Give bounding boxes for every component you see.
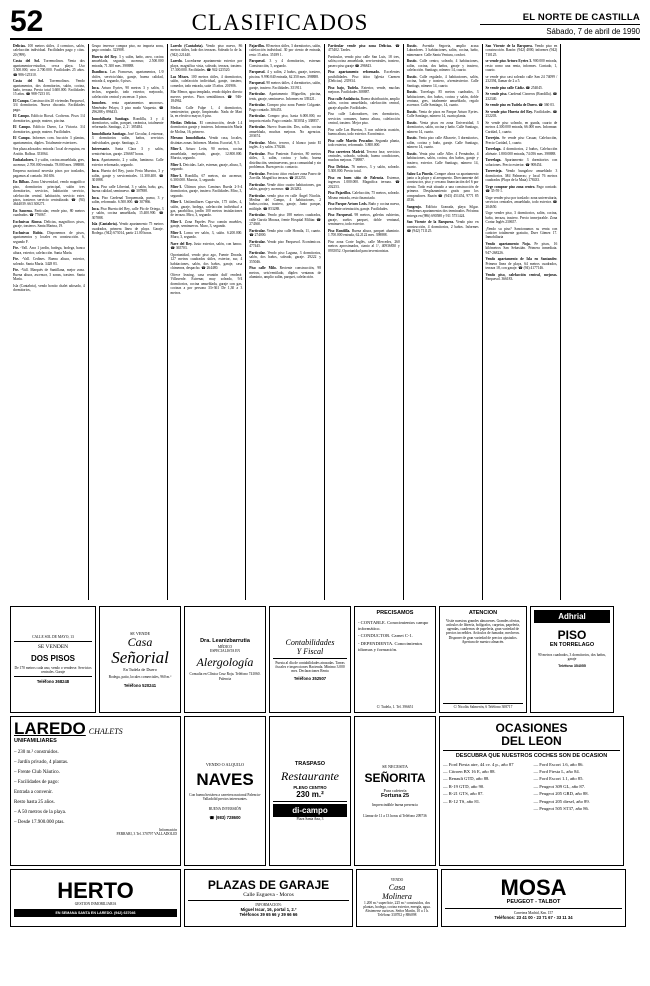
ad-phone[interactable]: Teléfono 368248: [36, 679, 70, 685]
ad-feature: – Frente Club Náutico.: [14, 769, 60, 775]
classified-ad: Isla (Cantabria), vendo bonito chalet adosado, 4 dormitorios,: [13, 283, 85, 293]
ad-senorita[interactable]: [354, 716, 436, 866]
classified-ad: Sea plaza adosados: entrada / local de esquina, en Arsitín. Balboa. 353064.: [13, 147, 85, 156]
classified-ad: Particular. Vendo piso Laguna, 3 dormitorios, salón, dos baños, soleado, garaje. 29222 y 355046.: [249, 250, 321, 264]
ad-row-3: [10, 869, 640, 927]
classified-ad: Vendo piso, calefacción central, mejoras. Parquesol. 366183.: [485, 272, 558, 282]
classified-ad: se vende piso Arturo Eyries 3. 900.000 entrada, resto como una renta, informes. Contado, 1, cuarto.: [485, 59, 558, 73]
ad-kicker: SE NECESITA: [382, 763, 408, 769]
ad-title-senorial: Señorial: [111, 647, 169, 667]
ad-info-label: Información: [159, 827, 177, 832]
classified-ad: Salou-La Pineda. Compre ahora su apartamento junto a la playa y al aeropuerto. Directamente del constructor, piso y cercana financiación del 6 por ciento. Todo está situado a una construcción de primera. Desplazamiento gratis para los compradores. Razón ☎ (943) 451454, 9771 85 4536.: [406, 171, 479, 203]
classified-ad: Costa del Sol. Torremolinos. Venta dos apartamentos-estudios, cerca playa. Uso 3.500.000, otro 2.700.000. Facilidades 25 años. ☎ 986-125310.: [13, 59, 85, 77]
ad-body: Bodega, patio, locales comerciales, 960 m.²: [108, 674, 172, 679]
classified-ad: Vendo apartamento Noja. Pe pisos, 16 kilómetros San Sebastián. Primera inmediata. 947-268226.: [485, 242, 558, 255]
ad-subtitle: GESTION INMOBILIARIA: [74, 901, 117, 906]
classified-ad: Rustic. Venta piso calle Albacete, 3 dormitorios, salón, cocina y baño, garaje. Calle Santiago, número 14, cuarto.: [406, 136, 479, 150]
classified-ad: Empresa nacional necesita pisos por traslados, pagamos al contado. 361656.: [13, 169, 85, 178]
ad-body: 90 metros cuadrados, 3 dormitorios, dos baños, garaje: [538, 652, 606, 661]
classified-ad: Inca. Huerta del Rey, junto Feria Muestra, 3 y salón, garaje y servicentrales. 11.300.400. ☎ 301888.: [91, 169, 164, 183]
classified-ad: Particular. Vende ático cuatro habitaciones, gas salón, garaje y ascensor. ☎ 263282.: [249, 182, 321, 192]
ad-footer: Abstenerse curiosos. Señor Martín, 10 a 1 h. Teléfono 330702 y 886098: [365, 909, 429, 918]
classified-column: [325, 44, 404, 600]
ad-adhrial-piso[interactable]: [530, 606, 614, 713]
classified-ad: Particular. Compro piso, hasta 6.000.000, no importa estado. Pago contado. 303034 y 338857.: [249, 114, 321, 123]
classified-ad: Inca. Piso Huerta del Rey, calle Pío de Ortega, 3 y salón, cocina amueblada, 15.400.900. ☎ 307888.: [91, 206, 164, 220]
ad-title-line2: DEL LEON: [501, 734, 562, 748]
ad-footer: Plaza Santa Ana, 3: [296, 816, 324, 821]
ad-row-2: [10, 716, 640, 866]
ad-phone[interactable]: Teléfono 352507: [293, 676, 327, 682]
classified-ad: En Bilbao. Zona Universidad, vendo magnífico piso, dormitorios principal, salón tres dormitorios, servicios, habitación servicio, calefacción central. habitación, servicio exter. pisos, trasteros servicio centralizado. ☎ (94) 4644039. 663 300271.: [13, 180, 85, 207]
ad-subtitle: Calle Esguevа - Moros: [243, 891, 294, 898]
paper-date: Sábado, 7 de abril de 1990: [546, 27, 640, 36]
ad-feature: – 230 m.² construidos.: [14, 749, 59, 755]
classified-ad: Inca. Piso Cardenal Torquemada, pumo, 3 y salón, reformado. 6.500.000. ☎ 307866.: [91, 195, 164, 205]
classified-ad: Las Misses. 100 metros útiles, 4 dormitorios, salón, calefacción individual, garaje, trastero, comedor, todo entrada, suite 15 años. 201906.: [170, 74, 243, 88]
classified-ad: Rustic. Torrelago. 85 metros cuadrados, 3 habitaciones, dos baños, cocina y salón, doble ventana, gres, totalmente amueblado, regalo ascensor. Calle Santiago, 14, cuarto.: [406, 90, 479, 108]
classified-ad: Torrevieja. Vendo bungalow amueblado 3 dormitorios. Mil Palmeras; y local 76 metros cuadrados (Playa de la Mata) 178433.: [485, 169, 558, 183]
classified-ad: Particular. Vendo piso calle Homila, 11, cuarto. ☎ 274000.: [249, 228, 321, 238]
classified-ad: Parquesol. 90 metros útiles, 4 dormitorios, salón, garaje, trastero. Facilidades. 351911.: [249, 81, 321, 90]
classified-ad: Mar Menor, agua templada, vendo dúplex directo nuevos previos. Pisos semiúltimos. ☎ 946-184962.: [170, 90, 243, 104]
classified-ad: Rustic. Calle regalado, 4 habitaciones, salón, cocina, baño y trastero, a/semiexterior. Calle Santiago, número 14, cuarto.: [406, 74, 479, 88]
ad-phone[interactable]: ☎ (983) 728600: [209, 815, 241, 821]
ad-title-chalets: CHALETS: [88, 727, 123, 736]
ad-address: Miguel Iscar, 16, portal 1, 2.º: [240, 907, 297, 913]
classified-ad: ¡Vendo su piso? Sancionamos su venta con carácter totalmente gratuito, Duer Gómez 17. Inmobiliaria: [485, 226, 558, 240]
classified-ad: Piso Parquesol. 98 metros, galerías cubiertas, garaje, suelos parquet, doble ventanal, seminuevo, todo exterior.: [328, 213, 400, 227]
ad-brand: di-campo: [273, 804, 347, 817]
classified-ad: Urge comprar piso zona centro. Pago contado. ☎ 35-59 1.: [485, 184, 558, 194]
ad-body: 1.200 m.² superficie, 225 m.² construidos, dos plantas, bodega, cocina exterior, energía, agua.: [363, 900, 431, 909]
classified-ad: Inmoben. renta apartamentos amorosos. Menéndez Pelayo, 3 piso modo Vaquesto. ☎ 296288 y 896433.: [91, 101, 164, 115]
ad-sub1: Para cafetería: [383, 787, 407, 793]
ad-car-item: — Peugeot 205 GRD, año 88.: [533, 791, 589, 797]
classified-ad: Ibanfinca. Las Francesas, apartamentos, 1/0 chifes, servicio/dato, garaje, buena calidad, entrada 4, segundo, 6 pisos.: [91, 70, 164, 84]
ad-atencion[interactable]: [439, 606, 527, 713]
classified-ad: Miro-3. Loma ver salón, 3, salón. 6.200.000. Muro, 3, segundo.: [170, 231, 243, 240]
ad-kicker: TRASPASO: [294, 761, 326, 768]
ad-title-line2: Y Fiscal: [296, 646, 324, 656]
classified-ad: Miro-3. Zona Papeles Piso común muebles, garaje, seminuevos. Muro, 3, segundo.: [170, 220, 243, 229]
classified-ad: Particular. Mirto, tercero, 4 blanco junto El inglés. 4 y salón. 370246.: [249, 140, 321, 150]
ad-car-item: — Ford Escort 1.1, año 85.: [533, 776, 584, 782]
ad-contabilidades[interactable]: [269, 606, 351, 713]
ad-footer: C/ Nicolás Salmerón, 6 Teléfono 308717: [443, 703, 523, 709]
classified-ad: Inca. Arturo Eyries, 90 metros 3 y salón, 3 techos, segundo, todo exterior, mejorado, calefacción central y ascensor. 5 pisos.: [91, 85, 164, 99]
classified-ad: Isla (Cantabria). Vendo apartamento 75 metros cuadrados, primera línea de playa. Garaje. Bodega. (942) 673014, partir 21.00 horas.: [91, 222, 164, 236]
classified-ad: Medias Delicias. El construcción, desde 1.4 dormitorios garaje y trasteros. Información María de Molina, 16, primero.: [170, 121, 243, 134]
classified-ad: Piso calle Martín Pescador. Segunda planta, todo exterior, reformado. 5.800.000.: [328, 138, 400, 148]
classified-ad: Piso carretera Madrid. Tercera fase, servicios centrales, soleado, soleado, buena condiciones, muchas mejoras. 738887.: [328, 149, 400, 163]
ad-title: DOS PISOS: [30, 653, 75, 663]
classified-ad: Torrelaga. 4 dormitorios, 2 baños, Calefacción aliénate. 1.800.000 entrada, 74.056 mes. 398888.: [485, 147, 558, 156]
classified-ad: Delicias. 100 metros útiles, 4 cormicos, salón, calefacción individual. Facilidades pago y citas. 20 (999).: [13, 44, 85, 57]
classified-ad: Piso Delicias. 76 metros, 3 y salón, soleado. 5.300.000. Precio total.: [328, 165, 400, 174]
classified-ad: Rustic. Calle centro, soleado, 4 habitaciones, salón, cocina, dos baños, garaje y trastero, calefacción. Santiago, número 14, cuarto.: [406, 59, 479, 73]
ad-car-item: — Peugeot 205 diesel, año 89.: [533, 798, 590, 804]
ad-location: En Tudela de Duero: [123, 666, 157, 672]
ad-job-item: - CONTABLE. Conocimientos campo informático.: [358, 619, 429, 631]
ad-body: De 170 metros cada uno, vendo o venderse. Servicios centrales. Garaje: [14, 665, 92, 674]
classified-ad: Inca. Apartamento, 2 y salón, luminoso. Calle exterior reformado, segundo.: [91, 158, 164, 167]
ad-car-item: — R-21 GTS, año 87.: [443, 791, 484, 797]
classified-ad: Pajarillos. 80 metros útiles, 3 dormitorios, salón, calefacción individual. 30 por ciento de entrada, resto 15 años. 35189 1.: [249, 44, 321, 57]
ad-title: Alergología: [196, 655, 254, 670]
classified-ad: Particular. Vendo piso 188 metros cuadrados, calle García Moraza, frente Hospital Militar. ☎ 274360.: [249, 213, 321, 227]
ad-title: PRECISAMOS: [376, 610, 414, 616]
classified-ad: Particular. Apartamento Miguelón, piscina, tenis, garaje, seminuevo. Informes en 339221.: [249, 92, 321, 101]
classified-ad: Se vende piso. Cardenal Cisneros (Rondilla). ☎ 232340.: [485, 92, 558, 101]
ad-phone[interactable]: Teléfonos: 23 41 00 - 23 71 67 - 33 11 34: [494, 914, 573, 920]
ad-sub2: Fortuna 25: [380, 792, 410, 799]
ad-casa-molinera[interactable]: [356, 869, 438, 927]
ad-feature: Entrada a convenir.: [14, 789, 53, 795]
ad-plazas-garaje[interactable]: [184, 869, 353, 927]
classified-ad: San Vicente de la Barquera. Vendo piso en construcción. Razón: (942) 4000, informes (942) 710125.: [485, 44, 558, 57]
classified-ad: Parquesol. 4 y salón, 2 baños, garaje, trastero, piscina. 9.990.040 entrada, 62.350 mes. 398888.: [249, 70, 321, 79]
classified-ad: Particular. vendo piso en calle Ángel Nicolás. Medina del Campo, 4 habitaciones, 2 baños,cocina, trastero, garaje, Junto parque, múltiple. ☎ 853288.: [249, 193, 321, 211]
classified-ad: Grupo inversor compra piso, no importa zona, pago contado. 323908.: [91, 44, 164, 53]
classified-columns: [10, 44, 640, 600]
classified-ad: Piso Parque Arturo Leds. Baño y cocina nueva, excelente orientación, garaje. Facilidades.: [328, 202, 400, 211]
ad-title: ATENCION: [468, 610, 498, 616]
classified-ad: Torrelaga. Apartamento 3 dormitorios con soluciones. Precio exterior. ☎ 908454.: [485, 158, 558, 167]
ad-body: Imprescindible buena presencia: [372, 803, 418, 808]
ad-car-item: — Peugeot 505 ST37, año 86.: [533, 805, 590, 811]
ad-naves[interactable]: [184, 716, 266, 866]
ad-calle-sol-mayo[interactable]: [10, 606, 96, 713]
classified-column: [168, 44, 247, 600]
classified-ad: Torrejón. Se vende piso Casuar, Calefacción, Precio Caridad, 1, cuarto.: [485, 136, 558, 145]
classified-ad: Rustic. Venta pisos en zona Universidad, 3 dormitorios, salón, cocina y baño. Calle Santiago, número 14, cuarto.: [406, 121, 479, 134]
classified-ad: Particular. Precioso ático enclave zona Paseo de Zorrilla. Magnífica terraza. ☎ 202253.: [249, 171, 321, 181]
classified-ad: Piso Rondilla. Buena altura, parquet aluminio. 1.700.000 entrada, 62.2122 mes. 398888.: [328, 228, 400, 238]
ad-car-item: — Renault GTD, año 88.: [443, 776, 490, 782]
ad-title-line1: Contabilidades: [285, 637, 335, 647]
paper-name: EL NORTE DE CASTILLA: [522, 12, 640, 23]
classified-ad: Piso Pajarillos. Calefacción, 75 metros, soleado. Mismo entrada, resto financiado.: [328, 191, 400, 200]
ad-car-item: — Ford Fiesta aire, 44 cv. 4 p., año 87: [443, 761, 514, 767]
classified-ad: Piso zona Corte Inglés, calle Mercedes, 260 metros aproximados, cianio al 1º, 40936830 y 0935052. Oportunidad para inversionistas.: [328, 239, 400, 253]
ad-label: BUENA INVERSIÓN: [208, 807, 242, 812]
ad-info-address: FERRARI, 3 Tel. 370797 VALLADOLID: [116, 831, 177, 836]
classified-ad: Fte. -Vall. Cedines. Buena altura, exterior, soleado. Santa María. 3428 83.: [13, 257, 85, 266]
ad-body: Puesta al día de contabilidades atrasadas. Tareas fiscales e inspecciones Hacienda. Mínimo 3.000 mes. Declaraciones Renta: [275, 660, 345, 674]
classified-ad: Costa del Sol. Torremolinos. Vendo apartamentos, dos dormitorios, salón, cocina, baño, terraza. Precio total 3.600.000. Facilidades 15 años. ☎ 988-7253 03.: [13, 79, 85, 97]
ad-title: MOSA: [500, 875, 567, 901]
classified-ad: Laredo. Lucedarme apartamento exterior por playa, magnífica vista, soleado, terraza, trastero. 17.300.000. Facilidades. ☎ 942-225520.: [170, 59, 243, 73]
ad-feature: Resto hasta 25 años.: [14, 799, 55, 805]
ad-body: Con buena hectárea a carretera nacional Palencia-Valladolid precios interesantes.: [189, 792, 261, 801]
classified-column: [561, 44, 640, 600]
page-number: 52: [10, 5, 44, 38]
classified-ad: Particular. Vendo piso Parquesol. Económicos. 477445.: [249, 239, 321, 249]
ad-car-item: — R-19 GTD, año 90.: [443, 783, 485, 789]
classified-ad: Particular, vendo piso calle San Luis, 18 tres, salón,cocina amueblada, servicentrales, trastero, pasero piso garaje ☎ 296843.: [328, 55, 400, 68]
classified-ad: Inmobiliaria Santiago. José Circular, 4 estrenar, 3 dormitorios salón, baños, servicios individuales, garaje. Santiago, 2.: [91, 132, 164, 145]
classified-ad: Sangenjo. Edificio Granada, playa Silgar. Vendemos apartamentos dos terminados. Próxima entrega en (986) 690588 y 911 5751424.: [406, 204, 479, 218]
classified-ad: Inca. Piso calle Libertad, 3 y salón, baño, gas, buena calidad, seminuevo. ☎ 307888.: [91, 184, 164, 194]
ad-car-item: — Peugeot 309 GL, año 87.: [533, 783, 586, 789]
masthead-divider: [480, 24, 640, 25]
ad-title: PLAZAS DE GARAJE: [207, 877, 330, 892]
ad-info-label: INFORMACION:: [255, 903, 282, 908]
classified-column: [89, 44, 168, 600]
classified-ad: Huerta del Rey. 3 y salón, baño, aseo, cocina amueblada, segundo, ascensor, 2.500.000 entrada, 71.300 mes. 398888.: [91, 55, 164, 68]
classified-ad: Nave del Rey. Justo exterior, salón, con banco. ☎ 365703.: [170, 242, 243, 251]
classified-ad: Piso bajo, Tudela. Exterior, vende, muchas mejoras. Facilidades 308887.: [328, 85, 400, 95]
classified-ad: En Saucena. Particular, vende piso, 80 metros cuadrados. ☎ 776067.: [13, 209, 85, 218]
classified-ad: Medias Calle Falpe 1, 4 dormitorios, semiexterior, garaje, limpiezaño. Nada de Mari la, en efectivo mayor, 6 piso.: [170, 105, 243, 119]
classified-ad: Laredo (Cantabria). Vendo piso nuevo, 86 metros útiles, lado dos terrazas. Soleado lo de la. (942) 221440.: [170, 44, 243, 57]
ad-phone[interactable]: Llamar de 11 a 13 horas al Teléfono 209736: [363, 813, 427, 818]
classified-ad: Merano Inmobiliaria. Vendo casa, locales, distintas zonas. Informes. Marina. Escorial, 9, 5.: [170, 136, 243, 145]
classified-ad: Piso apartamento reformado. Excelentes posibilidades. Piso útico Iglesia Carmen (Delicias). 235934.: [328, 70, 400, 84]
classified-ad: Se vende piso Huerta del Rey. Facilidades. ☎ 252203.: [485, 110, 558, 119]
classified-ad: Piso calle Laboradores, tres dormitorios, servicios comunes, buena altura, calefacción central, trastero. Mejor piso.: [328, 112, 400, 126]
classified-ad: Inmobiliaria Santiago. Rondilla, 3 y 4 dormitorios, salón, parquet, cerámica, totalmente reformado. Santiago, 2, 2º. 385484.: [91, 116, 164, 130]
ad-subtitle: PLENO CENTRO: [293, 784, 327, 790]
ad-body: Consulta en Clínica Cruz Roja. Teléfono 741060. Palencia: [189, 672, 261, 681]
ad-traspaso-restaurante[interactable]: [269, 716, 351, 866]
classified-ad: Urge vender piso, 3 dormitorios, salón, cocina, baño, terraza, trastero. Precio inmejorable. Zona Cortar Inglés 230657.: [485, 211, 558, 225]
classified-ad: Particular. Piso Poniente. Exterior, 80 metros útiles, 3, salón, cocina y baño, buena distribución, seminueveras, poca comunidad y sin problemas. Buen precio. contacto.: [249, 151, 322, 170]
classified-ad: Exclusivas Alonso. Delicias, magníficos pisos, garaje, trasteros. Santa Marina, 19.: [13, 220, 85, 229]
masthead: [10, 5, 640, 40]
ad-doctor-name: Dra. Leanizbarrutia: [200, 638, 250, 645]
ad-phone[interactable]: Teléfono 354055: [558, 664, 586, 669]
ad-title-line1: OCASIONES: [495, 721, 568, 735]
classified-ad: Vendo apartamento de Isla en Santander. Primera línea de playa, 64 metros cuadrados, terraza 18, con garaje. ☎ (94) 4177146.: [485, 257, 558, 271]
classified-column: [483, 44, 562, 600]
classified-ad: El Campo. Edificio Duero, La Victoria. 3/4 dormitorios, garaje, matero. Facilidades.: [13, 125, 85, 134]
ad-subtitle: PEUGEOT - TALBOT: [506, 899, 561, 906]
display-ads: [10, 606, 640, 927]
ad-title: PISO: [557, 628, 587, 642]
ad-footer: EN SEMANA SANTA EN LAREDO. (942) 637046: [14, 909, 177, 917]
classified-ad: El Campo. Informes com. bucción 3 plantas, apartamentos, dúplex. Totalmente exteriores.: [13, 136, 85, 145]
ad-address: Carretera Madrid, Km. 157: [513, 910, 554, 915]
classified-ad: Miro-3. Unifamiliares Capa-són, 175 útiles, 4, salón, garaje, bodega, calefacción individual a gas, parabólica, jardín 100 metros instalaciones de terraza. Miro, 3, segundo.: [170, 200, 243, 218]
ad-car-item: — R-12 TS, año 81.: [443, 798, 481, 804]
classified-ad: Se vende piso soleado, en gunda, cuarto de metros 4.300.000 entrada, 66.000 mes. Informan: Caridad, 1, cuarto.: [485, 121, 558, 134]
ad-title-laredo: LAREDO: [14, 719, 86, 738]
ad-car-item: — Ford Escort 1.6, año 86.: [533, 761, 584, 767]
classified-ad: Miro-3. Deicidas. Lafe, estrenar, garaje, altura, 5, segundo.: [170, 162, 243, 172]
ad-title-casa: Casa: [127, 634, 153, 649]
ad-kicker: SE VENDE: [129, 630, 151, 636]
ad-mosa[interactable]: [441, 869, 626, 927]
classified-ad: Ofrece leasing, casa reunión duff renderá: Villaverde. Estrenar, muy soleado, 9/4 dormitorios, cocina amueblada, garaje con gas, cocinas a por persona 33+361 De 1,30 a 3 metros.: [170, 272, 243, 295]
classified-column: [404, 44, 483, 600]
ad-job-item: - DEPENDIENTA. Conocimientos idiomas y formación.: [358, 640, 423, 653]
classified-ad: Embaladores. 3 y salón, cocina amueblada, gres, ascensor, 2.700.000 entrada. 78.000 mes. 398888.: [13, 158, 85, 167]
ad-title: SEÑORITA: [364, 770, 426, 785]
classified-ad: Rustic. Venta de pisos en Parque Arturo Eyries. Calle Santiago, número 14, cuarta planta.: [406, 110, 479, 119]
classified-ad: Se vende piso en Tudela de Duero. ☎ 360 03.: [485, 103, 555, 108]
section-title: CLASIFICADOS: [191, 10, 369, 35]
classified-ad: Urge vender piso por traslado: zona universitaria, servicios centrales, amueblado, todo exterior. ☎ 204650.: [485, 195, 558, 209]
classified-ad: Parquesol. 3 y 4 dormitorios, estrenar. Construcción, 5, segundo.: [249, 59, 321, 68]
classified-ad: Miro-3. Rondilla, 67 metros, sin ascensor, 6.300.000. Murcia, 3, segundo.: [170, 173, 243, 183]
classified-ad: Piso calle Las Huertas, 3 con cubierta ocasión, buena altura, todo exterior. Económico.: [328, 127, 400, 137]
classified-ad: Rustic. Avenida Segovia, amplio acasa Labradores. 3 habitaciones, salón, cocina, baño, mimenarre. Calle Santa Ventura, confort.: [406, 44, 479, 57]
ad-title: NAVES: [196, 769, 254, 789]
ad-car-item: — Ford Fiesta L, año 84.: [533, 768, 580, 774]
ad-laredo-chalets[interactable]: [10, 716, 181, 866]
ad-brand: Adhrial: [534, 610, 610, 623]
classified-ad: El Campo. Edificio Riosol. Cocheras. Pisos 1/4 dormitorios, garaje, matero, piscina.: [13, 114, 85, 123]
ad-feature: – A 50 metros de la playa.: [14, 809, 67, 815]
classified-ad: El Campo. Construcción 20 viviendas Parquesol, 3/4 dormitorios. Nueva disconía. Facilidades pago.: [13, 99, 85, 112]
classified-ad: se vende piso casi soleado calle San 24 74099 / 232394, llamar de 2 a 5.: [485, 74, 558, 84]
ad-area: 230 m.²: [296, 789, 324, 799]
classified-ad: Piso calle Milo. Reciente construcción, 98 metros, seis/ventilado, dúplex ventanas de aluminio, amplio salón, parquet, calefacción.: [249, 266, 321, 280]
ad-specialty-label: MÉDICO: [217, 644, 233, 649]
ad-title-line1: Casa: [388, 882, 406, 892]
ad-body: Visite nuestras grandes almacenes. Grandes ofertas, artículos de librería, bolígrafos, carpetas, papelería, agendas, cuadernos de papelería, gran variedad de precios increíbles. Artículos de fumador, mecheros. Disponer de gran variedad de precios ajustados. Apertura de nuestro almacén.: [445, 618, 521, 644]
classified-ad: Exclusivas Rubio. Disponemos de pisos, apartamentos y locales en construcción. 6, segundo F.: [13, 231, 85, 244]
classified-ad: Particular. Nuevo Asunción. Dos, salón, cocina amueblada, muchas mejoras. No agencias. 203674.: [249, 125, 321, 139]
classified-ad: Miro-3. Arturo León, 90 metros, cocina amueblada, mejorado, garaje, 12.800.000. Murcia, segundo.: [170, 147, 243, 161]
ad-feature: – Desde 17.900.000 ptas.: [14, 819, 65, 825]
classified-ad: Miro-3. Últimos pisos Caminos Rueda 2-3-4 dormitorios, garaje, trastero. Facilidades. Miro, 3, segundo.: [170, 184, 243, 198]
ad-address: CALLE SOL DE MAYO, 13: [32, 634, 74, 639]
ad-kicker: VENDO: [390, 878, 404, 883]
classified-ad: Interesante. Santa Clara 3 y salón, semicéntricas, garaje. 256667 horas.: [91, 147, 164, 156]
classified-ad: San Vicente de la Barquera. Vendo piso en construcción, 4 dormitorios, 2 baños. Informes ☎ (942) 711125.: [406, 220, 479, 233]
ad-title: Restaurante: [281, 768, 339, 783]
ad-title-line2: Molinera: [382, 891, 412, 901]
ad-car-item: — Citroen BX 16 E, año 88.: [443, 768, 496, 774]
ad-herto[interactable]: [10, 869, 181, 927]
classified-ad: Fte. -Vall. Marqués de Santillana, mejor zona. Buena altura, ascensor, 3 zonas, trastero. Santa María.: [13, 268, 85, 282]
ad-job-item: - CONDUCTOR. Carnet C-1.: [358, 633, 413, 639]
classified-ad: Rustic. Venta piso calle Aller. 4 Fernández, 4 habitaciones, salón, cocina, dos baños, garaje y trastero, exterior. Calle Santiago, número 14, cuarto.: [406, 151, 479, 170]
ad-title: HERTO: [57, 877, 134, 903]
ad-specialty-sub: ESPECIALISTA EN: [210, 648, 240, 653]
classified-ad: Particular. Compro piso zona Puente Colgante. Pago contado. 306453.: [249, 103, 321, 112]
classified-ad: Piso en buen sitio de Palencia. Estrenar, ingresos 1.000.000. Magnifica terraza. ☎ 202253.: [328, 176, 400, 189]
ad-kicker: VENDO O ALQUILO: [205, 761, 245, 767]
classified-ad: Piso calle Andalucía. Buena distribución, amplio salón, cocina amueblada, calefacción central, garaje alquiler. Facilidades.: [328, 96, 400, 110]
ad-headline: DESCUBRA QUE NUESTROS COCHES SON DE OCASION: [455, 753, 608, 759]
ad-phone[interactable]: Teléfono 520241: [123, 683, 157, 689]
ad-row-1: [10, 606, 640, 713]
ad-title-unifamiliares: UNIFAMILIARES: [14, 738, 57, 744]
ad-subtitle: EN TORRELAGO: [549, 642, 595, 648]
masthead-right: [480, 12, 640, 36]
ad-ocasiones-del-leon[interactable]: [439, 716, 624, 866]
classified-ad: Particular vende piso zona Delicias. ☎ 475402. Tardes.: [328, 44, 400, 53]
classified-ad: Oportunidad, vendo piso ago, Fuente Dorada. 127 metros cuadrados útiles, exterior, sur, 4 habitaciones, salón, dos baños, garaje, casa chimenea, despacho. ☎ 264480.: [170, 253, 243, 271]
ad-footer: C/ Tudela, 1. Tel. 396651: [376, 704, 414, 709]
ad-feature: – Facilidades de pago:: [14, 779, 59, 785]
classified-column: [246, 44, 325, 600]
classified-ad: Se vende piso calle Cádiz. ☎ 254045.: [485, 85, 543, 90]
ad-casa-senorial[interactable]: [99, 606, 181, 713]
ad-precisamos[interactable]: [354, 606, 436, 713]
ad-feature: – Jardín privado, 4 plantas.: [14, 759, 69, 765]
ad-kicker: SE VENDEN: [37, 644, 69, 651]
classified-column: [10, 44, 89, 600]
ad-alergologia[interactable]: [184, 606, 266, 713]
ad-phone[interactable]: Teléfonos 39 65 66 y 39 66 66: [239, 912, 298, 918]
classified-ad: Fte. -Vall. Arra 1 jardín, bodega, bodega, banca altura, exterior, calefacción. Santa María.: [13, 246, 85, 255]
